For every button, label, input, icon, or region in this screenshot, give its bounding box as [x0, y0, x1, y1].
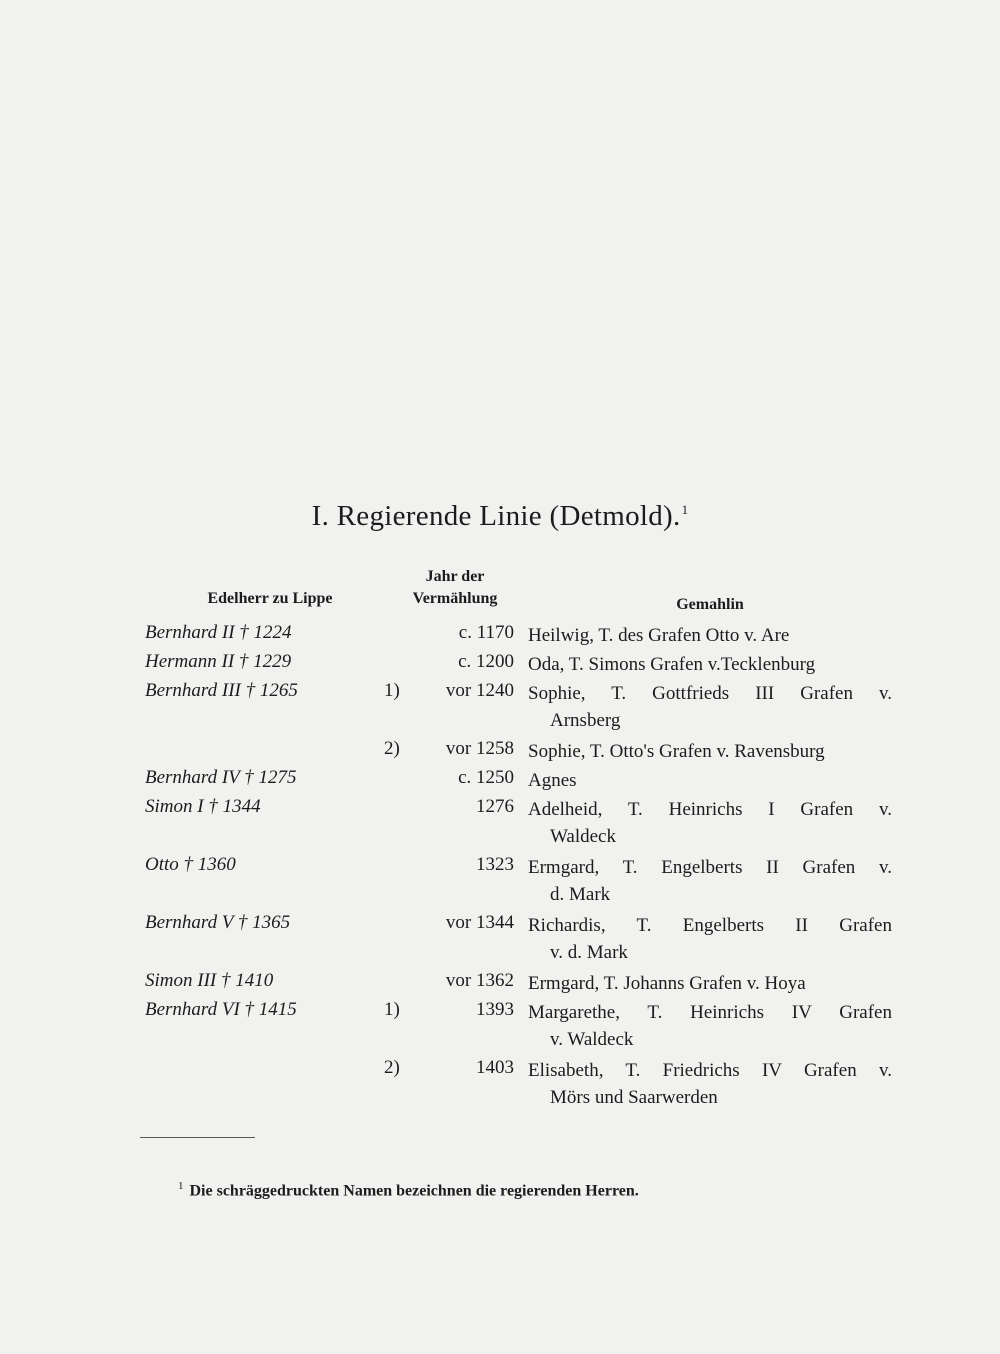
table-row	[0, 970, 1000, 999]
marriage-number: 1)	[384, 999, 400, 1020]
table-row	[0, 796, 1000, 854]
table-row	[0, 738, 1000, 767]
spouse-line-1: Richardis, T. Engelberts II Grafen	[528, 915, 892, 936]
spouse-line-1: Margarethe, T. Heinrichs IV Grafen	[528, 1002, 892, 1023]
table-row	[0, 651, 1000, 680]
spouse-line-1: Oda, T. Simons Grafen v.Tecklenburg	[528, 654, 816, 675]
spouse-line-2: v. Waldeck	[550, 1029, 634, 1050]
table-row	[0, 680, 1000, 738]
table-row	[0, 1057, 1000, 1115]
marriage-year: c. 1200	[458, 651, 514, 672]
table-row	[0, 767, 1000, 796]
spouse-cell	[528, 912, 892, 966]
title-footnote-mark: 1	[681, 502, 689, 518]
column-header-spouse: Gemahlin	[676, 596, 744, 613]
marriage-year: vor 1362	[445, 970, 514, 991]
marriage-year: 1393	[476, 999, 514, 1020]
footnote-rule	[140, 1137, 255, 1138]
column-header-lord: Edelherr zu Lippe	[207, 590, 333, 607]
table-row	[0, 854, 1000, 912]
spouse-line-2: Arnsberg	[550, 710, 621, 731]
lord-name: Bernhard III † 1265	[145, 680, 298, 701]
spouse-line-1: Adelheid, T. Heinrichs I Grafen v.	[528, 799, 892, 820]
table-row	[0, 912, 1000, 970]
title-text: I. Regierende Linie (Detmold).	[311, 500, 681, 532]
marriage-year: vor 1258	[445, 738, 514, 759]
spouse-line-1: Agnes	[528, 770, 577, 791]
spouse-line-2: v. d. Mark	[550, 942, 628, 963]
footnote-text: Die schräggedruckten Namen bezeichnen die regierenden Herren.	[189, 1182, 639, 1200]
spouse-cell	[528, 970, 892, 997]
lord-name: Bernhard II † 1224	[145, 622, 292, 643]
footnote	[178, 1180, 639, 1200]
spouse-line-1: Sophie, T. Gottfrieds III Grafen v.	[528, 683, 892, 704]
spouse-cell	[528, 651, 892, 678]
spouse-line-2: Mörs und Saarwerden	[550, 1087, 718, 1108]
spouse-cell	[528, 854, 892, 908]
lord-name: Otto † 1360	[145, 854, 236, 875]
spouse-line-1: Sophie, T. Otto's Grafen v. Ravensburg	[528, 741, 825, 762]
spouse-line-2: d. Mark	[550, 884, 611, 905]
marriage-year: vor 1344	[445, 912, 514, 933]
genealogy-table	[0, 622, 1000, 1115]
column-header-year-line2: Vermählung	[412, 590, 498, 607]
marriage-number: 2)	[384, 738, 400, 759]
spouse-cell	[528, 999, 892, 1053]
marriage-year: 1403	[476, 1057, 514, 1078]
lord-name: Bernhard VI † 1415	[145, 999, 297, 1020]
spouse-cell	[528, 738, 892, 765]
spouse-line-2: Waldeck	[550, 826, 616, 847]
marriage-year: 1276	[476, 796, 514, 817]
spouse-line-1: Elisabeth, T. Friedrichs IV Grafen v.	[528, 1060, 892, 1081]
table-row	[0, 999, 1000, 1057]
footnote-mark: 1	[178, 1180, 184, 1192]
spouse-cell	[528, 1057, 892, 1111]
column-header-year	[385, 566, 525, 610]
lord-name: Simon I † 1344	[145, 796, 261, 817]
spouse-line-1: Heilwig, T. des Grafen Otto v. Are	[528, 625, 790, 646]
marriage-year: c. 1170	[458, 622, 514, 643]
page-title	[0, 500, 1000, 533]
marriage-number: 2)	[384, 1057, 400, 1078]
marriage-number: 1)	[384, 680, 400, 701]
spouse-line-1: Ermgard, T. Johanns Grafen v. Hoya	[528, 973, 806, 994]
lord-name: Bernhard V † 1365	[145, 912, 291, 933]
spouse-cell	[528, 767, 892, 794]
table-row	[0, 622, 1000, 651]
spouse-cell	[528, 622, 892, 649]
column-header-year-line1: Jahr der	[425, 568, 485, 585]
marriage-year: c. 1250	[458, 767, 514, 788]
spouse-line-1: Ermgard, T. Engelberts II Grafen v.	[528, 857, 892, 878]
lord-name: Hermann II † 1229	[145, 651, 292, 672]
marriage-year: 1323	[476, 854, 514, 875]
lord-name: Bernhard IV † 1275	[145, 767, 297, 788]
lord-name: Simon III † 1410	[145, 970, 274, 991]
marriage-year: vor 1240	[445, 680, 514, 701]
spouse-cell	[528, 796, 892, 850]
spouse-cell	[528, 680, 892, 734]
